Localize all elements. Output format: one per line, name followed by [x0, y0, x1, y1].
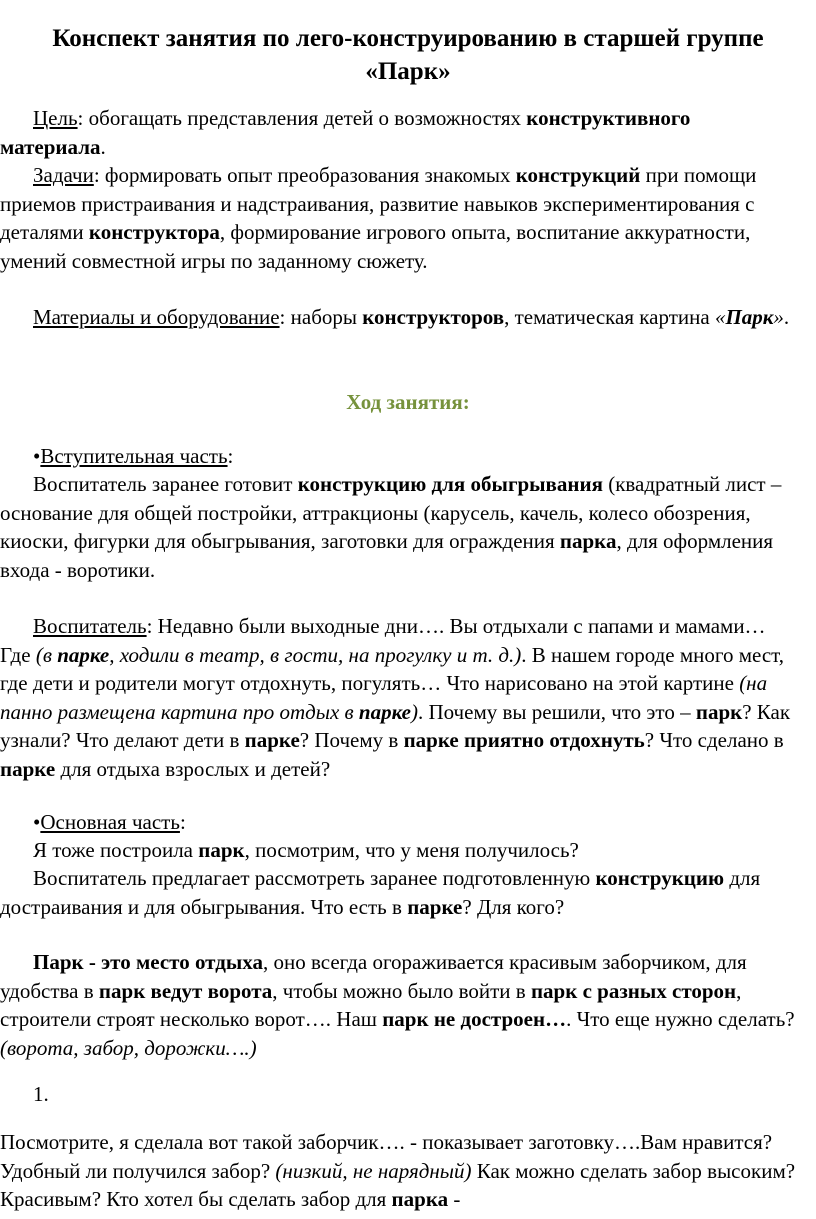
p2-text-3: . Почему вы решили, что это –: [417, 699, 696, 724]
p4-text: Воспитатель предлагает рассмотреть заранее подготовленную: [33, 866, 596, 890]
p2-text: : Недавно были выходные дни…. Вы отдыхали с папами и мамами… Где: [0, 614, 766, 667]
materials-park: Парк: [725, 305, 774, 329]
materials-text-2: , тематическая картина: [504, 305, 715, 329]
p1-text: Воспитатель заранее готовит: [33, 472, 298, 496]
bullet: •: [33, 810, 41, 834]
p6-italic: (низкий, не нарядный): [275, 1158, 472, 1183]
paragraph-5: [0, 948, 800, 1062]
p6-text: Посмотрите, я сделала вот такой заборчик…. - показывает заготовку….Вам нравится? Удобный ли получился забор?: [0, 1130, 773, 1183]
tasks-paragraph: [0, 161, 800, 275]
p5-bold: Парк - это место отдыха: [33, 950, 263, 974]
list-number: 1.: [33, 1082, 49, 1106]
materials-paragraph: [0, 303, 800, 332]
goal-bold: конструктивного материала: [0, 106, 691, 159]
tasks-bold-2: конструктора: [88, 220, 220, 245]
p5-bold-2: парк ведут ворота: [98, 978, 273, 1003]
p2-bolditalic: парке: [57, 642, 110, 667]
tasks-label: Задачи: [33, 163, 94, 187]
p5-text-3: , строители строят несколько ворот…. Наш: [0, 978, 742, 1032]
tasks-text-2: при помощи приемов пристраивания и надстраивания, развитие навыков экспериментирования с деталями: [0, 163, 757, 245]
p4-text-2: для достраивания и для обыгрывания. Что есть в: [0, 866, 761, 919]
p2-bolditalic-2: парке: [358, 699, 411, 724]
p1-bold: конструкцию для обыгрывания: [297, 472, 603, 496]
p2-label: Воспитатель: [33, 614, 147, 638]
paragraph-6: [0, 1128, 800, 1214]
p6-bold: парка: [391, 1187, 449, 1212]
goal-text: : обогащать представления детей о возможностях: [77, 106, 527, 130]
p2-text-7: для отдыха взрослых и детей?: [55, 756, 331, 781]
p2-text-4: ? Как узнали? Что делают дети в: [0, 699, 791, 753]
materials-bold: конструкторов: [362, 305, 505, 329]
p2-text-5: ? Почему в: [299, 728, 404, 753]
tasks-bold: конструкций: [515, 163, 641, 187]
materials-text-3: .: [783, 305, 790, 329]
p5-italic: (ворота, забор, дорожки….): [0, 1035, 257, 1060]
paragraph-3: [0, 836, 800, 865]
p3-text-2: , посмотрим, что у меня получилось?: [244, 838, 579, 862]
paragraph-4: [0, 864, 800, 921]
goal-paragraph: [0, 104, 800, 161]
materials-text: : наборы: [279, 305, 363, 329]
p3-text: Я тоже построила: [33, 838, 199, 862]
colon: :: [227, 444, 234, 468]
p3-bold: парк: [198, 838, 245, 862]
p1-text-3: , для оформления входа - воротики.: [0, 529, 774, 582]
p4-bold-2: парке: [407, 894, 463, 919]
p2-text-2: . В нашем городе много мест, где дети и родители могут отдохнуть, погулять… Что нарисовано на этой картине: [0, 642, 785, 696]
intro-label: Вступительная часть: [40, 444, 228, 468]
p4-text-3: ? Для кого?: [462, 894, 565, 919]
p5-text-4: . Что еще нужно сделать?: [566, 1007, 795, 1032]
materials-label: Материалы и оборудование: [33, 305, 280, 329]
colon: :: [179, 810, 186, 834]
materials-quote-open: «: [714, 305, 726, 329]
materials-quote-close: »: [773, 305, 784, 329]
p2-bold-3: парке приятно отдохнуть: [403, 728, 645, 753]
p5-bold-3: парк с разных сторон: [530, 978, 737, 1003]
p5-text: , оно всегда огораживается красивым заборчиком, для удобства в: [0, 950, 747, 1003]
p2-bold-4: парке: [0, 756, 56, 781]
p5-bold-4: парк не достроен…: [382, 1007, 567, 1032]
p2-italic-4: ): [410, 699, 418, 724]
tasks-text: : формировать опыт преобразования знакомых: [93, 163, 516, 187]
p6-text-3: -: [448, 1187, 461, 1212]
p1-text-2: (квадратный лист –основание для общей постройки, аттракционы (карусель, качель, колесо обозрения, киоски, фигурки для обыгрывания, заготовки для ограждения: [0, 472, 782, 554]
bullet: •: [33, 444, 41, 468]
p2-bold: парк: [695, 699, 743, 724]
goal-label: Цель: [33, 106, 78, 130]
main-heading: [0, 808, 800, 837]
p4-bold: конструкцию: [595, 866, 725, 890]
section-heading: Ход занятия:: [346, 390, 470, 414]
goal-text-end: .: [100, 134, 106, 159]
p2-bold-2: парке: [244, 728, 300, 753]
p2-italic-3: (на панно размещена картина про отдых в: [0, 671, 768, 724]
main-label: Основная часть: [40, 810, 180, 834]
p1-bold-2: парка: [559, 529, 617, 554]
p5-text-2: , чтобы можно было войти в: [272, 978, 531, 1003]
intro-heading: [0, 442, 800, 471]
p2-italic-2: , ходили в театр, в гости, на прогулку и т. д.): [109, 642, 522, 667]
p6-text-2: Как можно сделать забор высоким? Красивым? Кто хотел бы сделать забор для: [0, 1158, 796, 1212]
p2-italic: (в: [35, 642, 58, 667]
page-title: Конспект занятия по лего-конструированию в старшей группе «Парк»: [52, 25, 764, 85]
paragraph-2: [0, 612, 800, 784]
tasks-text-3: , формирование игрового опыта, воспитание аккуратности, умений совместной игры по заданному сюжету.: [0, 220, 751, 273]
p2-text-6: ? Что сделано в: [644, 728, 784, 753]
paragraph-1: [0, 470, 800, 584]
